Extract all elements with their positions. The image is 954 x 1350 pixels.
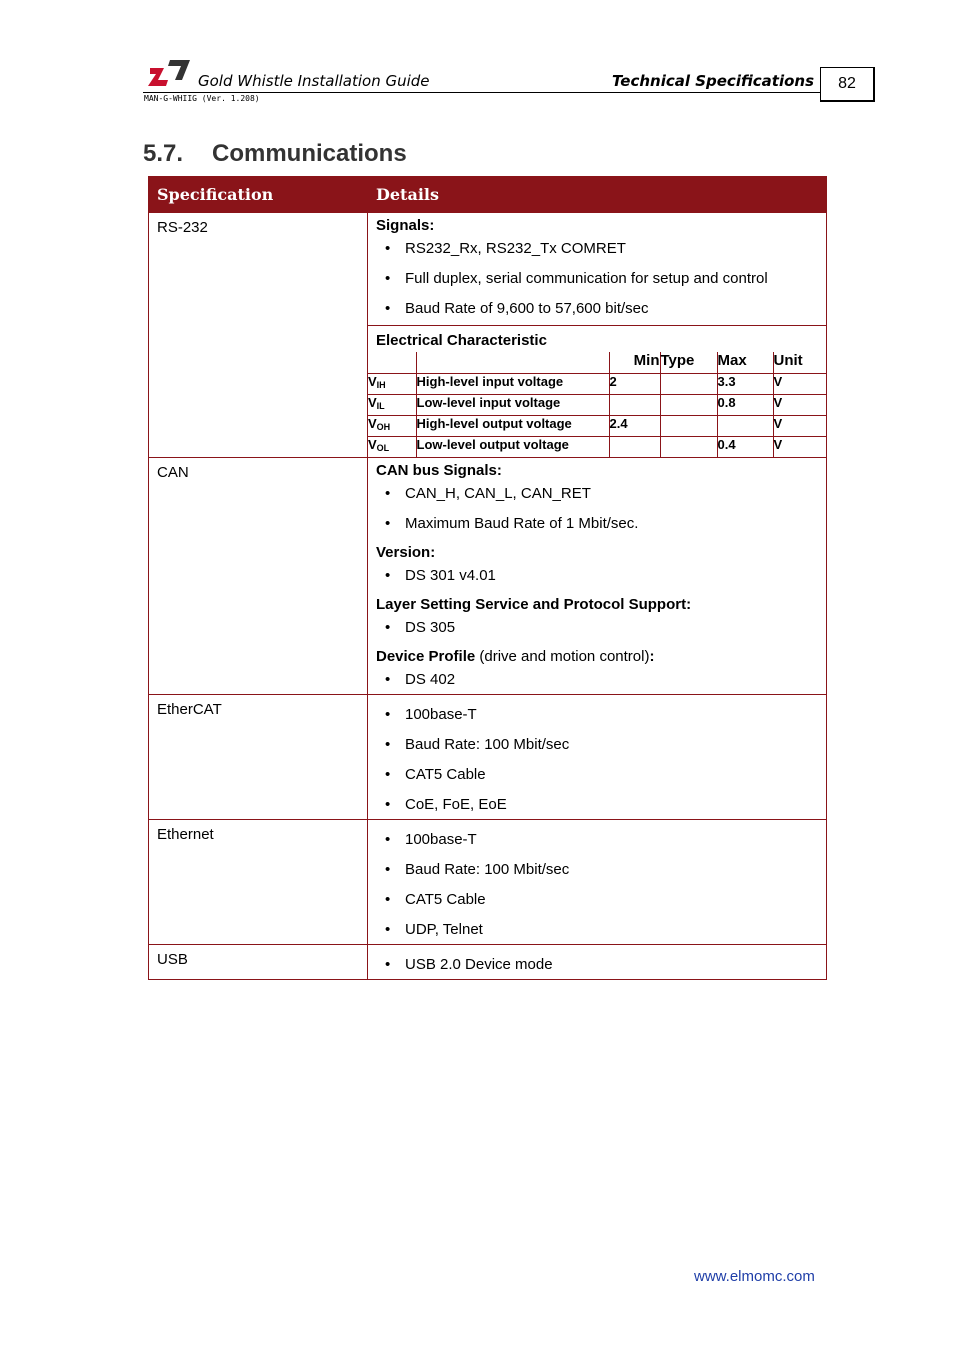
symbol: $V_{OH}$ [368,415,416,436]
header-specification: Specification [149,177,368,213]
col-max: Max [717,352,773,373]
list-item: • Baud Rate: 100 Mbit/sec [376,861,818,878]
list-item: • CAN_H, CAN_L, CAN_RET [376,485,818,502]
min-value: 2 [609,373,660,394]
min-value [609,394,660,415]
device-profile-list [376,671,818,688]
table-row [368,436,827,457]
list-item: • USB 2.0 Device mode [376,956,818,973]
table-row [368,394,827,415]
list-item: • UDP, Telnet [376,921,818,938]
table-row [368,373,827,394]
description: High-level input voltage [416,373,609,394]
header-rule [143,92,820,93]
list-item: • 100base-T [376,706,818,723]
electrical-characteristics-table [368,352,827,457]
version-list [376,567,818,584]
symbol: $V_{IH}$ [368,373,416,394]
details-cell [368,820,827,945]
col-type: Type [660,352,717,373]
description: Low-level input voltage [416,394,609,415]
details-cell [368,945,827,980]
max-value: 0.4 [717,436,773,457]
col-min: Min [609,352,660,373]
type-value [660,373,717,394]
device-profile-label: Device Profile [376,648,476,665]
spec-name: RS-232 [149,213,368,458]
unit-value: V [773,436,827,457]
lss-label: Layer Setting Service and Protocol Support: [376,596,692,613]
table-row-ethernet [149,820,827,945]
communications-table [148,176,827,980]
spec-name: EtherCAT [149,695,368,820]
ethercat-list [376,706,818,813]
table-row-ethercat [149,695,827,820]
details-cell [368,213,827,458]
device-profile-note: (drive and motion control) [475,648,650,665]
spec-name: USB [149,945,368,980]
doc-title: Gold Whistle Installation Guide [198,72,430,90]
min-value [609,436,660,457]
usb-list [376,956,818,973]
elmo-logo-icon [148,58,190,88]
section-title: Communications [212,140,407,167]
device-profile-line: Device Profile (drive and motion control): [376,648,655,665]
col-unit: Unit [773,352,827,373]
electrical-characteristic-title: Electrical Characteristic [368,325,826,352]
header-section-title: Technical Specifications [611,72,814,90]
list-item: • DS 402 [376,671,818,688]
symbol: $V_{IL}$ [368,394,416,415]
type-value [660,436,717,457]
list-item: • DS 301 v4.01 [376,567,818,584]
header-details: Details [368,177,827,213]
max-value [717,415,773,436]
unit-value: V [773,373,827,394]
lss-list [376,619,818,636]
list-item: • 100base-T [376,831,818,848]
details-cell [368,458,827,695]
table-row-can [149,458,827,695]
version-label: Version: [376,544,436,561]
signals-label: Signals: [376,217,435,234]
spec-name: Ethernet [149,820,368,945]
ethernet-list [376,831,818,938]
type-value [660,394,717,415]
table-row-rs232 [149,213,827,458]
table-row-usb [149,945,827,980]
unit-value: V [773,394,827,415]
signals-list [376,240,818,317]
page-number: 82 [820,67,875,102]
description: High-level output voltage [416,415,609,436]
symbol: $V_{OL}$ [368,436,416,457]
table-row [368,352,827,373]
type-value [660,415,717,436]
doc-code: MAN-G-WHIIG (Ver. 1.208) [144,94,260,103]
list-item: • Baud Rate: 100 Mbit/sec [376,736,818,753]
table-header-row [149,177,827,213]
section-number: 5.7. [143,140,184,167]
list-item: • Baud Rate of 9,600 to 57,600 bit/sec [376,300,818,317]
details-cell [368,695,827,820]
table-row [368,415,827,436]
list-item: • CAT5 Cable [376,766,818,783]
min-value: 2.4 [609,415,660,436]
can-signals-list [376,485,818,532]
unit-value: V [773,415,827,436]
spec-name: CAN [149,458,368,695]
list-item: • RS232_Rx, RS232_Tx COMRET [376,240,818,257]
list-item: • Full duplex, serial communication for setup and control [376,270,818,287]
list-item: • DS 305 [376,619,818,636]
list-item: • CoE, FoE, EoE [376,796,818,813]
list-item: • Maximum Baud Rate of 1 Mbit/sec. [376,515,818,532]
description: Low-level output voltage [416,436,609,457]
list-item: • CAT5 Cable [376,891,818,908]
max-value: 0.8 [717,394,773,415]
website-link[interactable]: www.elmomc.com [694,1268,815,1285]
can-signals-label: CAN bus Signals: [376,462,502,479]
max-value: 3.3 [717,373,773,394]
